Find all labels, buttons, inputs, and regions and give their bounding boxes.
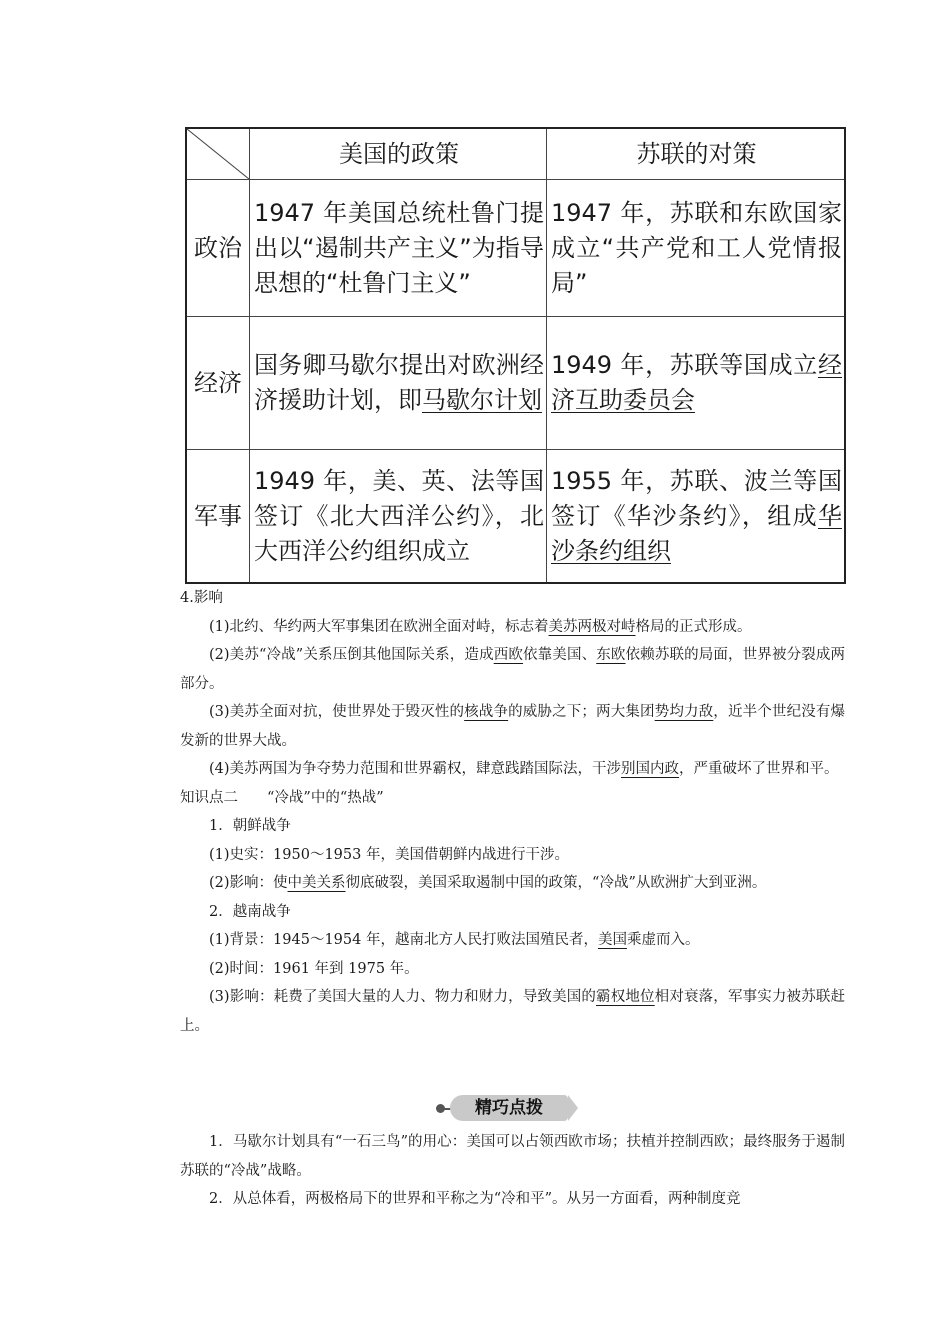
text-run: 依赖苏联的局面，世界被分裂成两部分。 [180, 647, 846, 692]
politics-su-cell: 1947 年，苏联和东欧国家成立“共产党和工人党情报局” [547, 180, 846, 317]
paragraph [180, 983, 845, 1040]
underlined-term: 美苏两极对峙 [548, 618, 636, 635]
text-run: (4)美苏两国为争夺势力范围和世界霸权，肆意践踏国际法，干涉 [209, 761, 622, 777]
header-us-policy: 美国的政策 [250, 128, 547, 180]
underlined-term: 核战争 [464, 704, 509, 720]
text-run: ，近半个世纪没有爆发新的世界大战。 [180, 704, 846, 749]
underlined-term: 经济互助委员会 [551, 351, 842, 414]
banner-label: 精巧点拨 [450, 1095, 568, 1121]
paragraph [180, 641, 845, 698]
diagonal-line [187, 129, 249, 179]
text-run: (1)背景：1945～1954 年，越南北方人民打败法国殖民者， [209, 932, 598, 948]
policy-table [185, 127, 846, 584]
row-label-military: 军事 [186, 450, 250, 584]
underlined-term: 势均力敌 [654, 704, 714, 720]
text-run: (3)美苏全面对抗，使世界处于毁灭性的 [209, 704, 465, 720]
text-run: 1949 年，苏联等国成立 [551, 351, 818, 379]
paragraph [180, 698, 845, 755]
subsection-title: 1．朝鲜战争 [209, 818, 291, 834]
paragraph [180, 613, 845, 642]
header-su-policy: 苏联的对策 [547, 128, 846, 180]
subsection-title: 2．越南战争 [209, 903, 291, 920]
text-run: 乘虚而入。 [626, 932, 700, 948]
text-run: 格局的正式形成。 [635, 618, 752, 635]
table-row [186, 450, 845, 584]
economy-us-cell [250, 317, 547, 450]
paragraph: 1．马歇尔计划具有“一石三鸟”的用心：美国可以占领西欧市场；扶植并控制西欧；最终服务于遏制苏联的“冷战”战略。 [180, 1134, 845, 1179]
politics-us-cell: 1947 年美国总统杜鲁门提出以“遏制共产主义”为指导思想的“杜鲁门主义” [250, 180, 547, 317]
underlined-term: 霸权地位 [596, 989, 655, 1005]
text-run: ，严重破坏了世界和平。 [679, 761, 839, 777]
underlined-term: 西欧 [493, 647, 524, 663]
military-us-cell: 1949 年，美、英、法等国签订《北大西洋公约》，北大西洋公约组织成立 [250, 450, 547, 584]
table-row [186, 180, 845, 317]
paragraph: (1)史实：1950～1953 年，美国借朝鲜内战进行干涉。 [209, 846, 569, 863]
military-su-cell [547, 450, 846, 584]
text-run: (2)美苏“冷战”关系压倒其他国际关系，造成 [209, 647, 494, 663]
tips-text [180, 1128, 845, 1214]
economy-su-cell [547, 317, 846, 450]
text-run: 的威胁之下；两大集团 [508, 704, 655, 720]
text-run: 依靠美国、 [523, 647, 597, 663]
main-text [180, 584, 845, 1040]
banner-dot-icon [436, 1104, 445, 1113]
paragraph: (2)时间：1961 年到 1975 年。 [209, 960, 419, 977]
underlined-term: 美国 [597, 932, 627, 948]
text-run: 彻底破裂，美国采取遏制中国的政策，“冷战”从欧洲扩大到亚洲。 [345, 875, 767, 891]
underlined-term: 别国内政 [621, 761, 680, 777]
paragraph [180, 926, 845, 955]
underlined-term: 东欧 [596, 647, 626, 663]
text-run: 相对衰落，军事实力被苏联赶上。 [180, 989, 846, 1034]
paragraph [180, 755, 845, 784]
text-run: (1)北约、华约两大军事集团在欧洲全面对峙，标志着 [209, 618, 549, 635]
text-run: (2)影响：使 [209, 875, 288, 891]
row-label-politics: 政治 [186, 180, 250, 317]
table-row [186, 317, 845, 450]
text-run: 1955 年，苏联、波兰等国签订《华沙条约》，组成 [551, 466, 842, 530]
row-label-economy: 经济 [186, 317, 250, 450]
section-title-influence: 4.影响 [180, 590, 223, 606]
paragraph: 2．从总体看，两极格局下的世界和平称之为“冷和平”。从另一方面看，两种制度竞 [209, 1191, 741, 1207]
text-run: (3)影响：耗费了美国大量的人力、物力和财力，导致美国的 [209, 989, 597, 1005]
underlined-term: 马歇尔计划 [422, 386, 542, 414]
knowledge-point-title: 知识点二 “冷战”中的“热战” [180, 789, 384, 806]
underlined-term: 华沙条约组织 [551, 501, 842, 565]
text-run: 国务卿马歇尔提出对欧洲经济援助计划，即 [254, 351, 544, 414]
table-corner-cell [186, 128, 250, 180]
underlined-term: 中美关系 [287, 875, 346, 891]
paragraph [180, 869, 845, 898]
